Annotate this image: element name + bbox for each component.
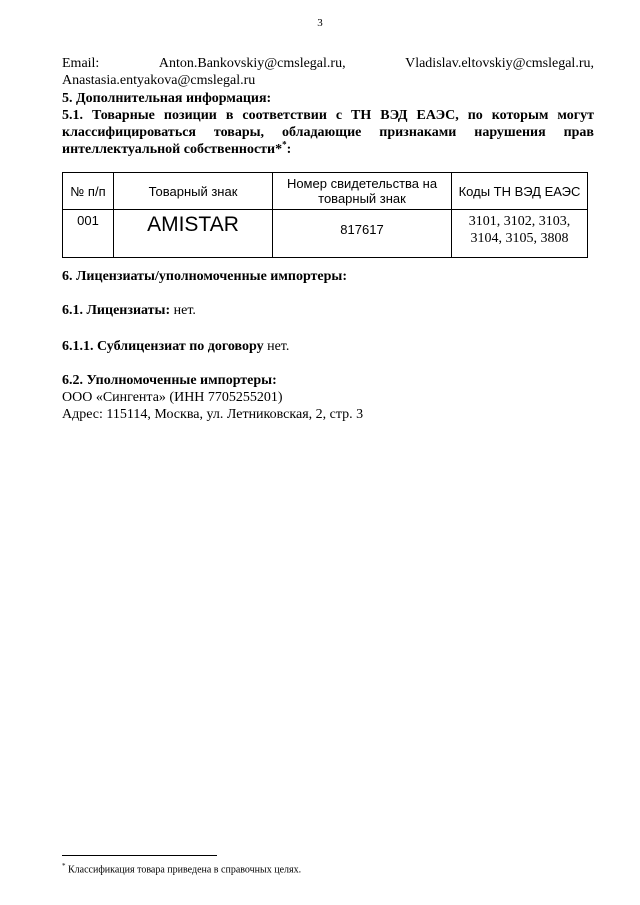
email-label: Email: bbox=[62, 56, 100, 71]
table-row bbox=[63, 210, 588, 258]
email-link-1[interactable]: Anton.Bankovskiy@cmslegal.ru, bbox=[158, 56, 346, 71]
section-5-1-text: 5.1. Товарные позиции в соответствии с ТН ВЭД ЕАЭС, по которым могут классифицироваться товары, обладающие признаками нарушения прав интеллектуальной собственности* bbox=[62, 108, 594, 157]
row-trademark: AMISTAR bbox=[114, 210, 273, 258]
row-number: 001 bbox=[63, 210, 114, 258]
trademark-table bbox=[62, 172, 588, 258]
section-5-1-footnote-mark: * bbox=[282, 139, 287, 150]
section-5-heading: 5. Дополнительная информация: bbox=[62, 91, 272, 106]
header-number: № п/п bbox=[63, 173, 114, 210]
email-link-2[interactable]: Vladislav.eltovskiy@cmslegal.ru, bbox=[405, 56, 594, 71]
importer-address: Адрес: 115114, Москва, ул. Летниковская, 2, стр. 3 bbox=[62, 407, 364, 422]
email-link-3[interactable]: Anastasia.entyakova@cmslegal.ru bbox=[62, 73, 256, 88]
importer-name: ООО «Сингента» (ИНН 7705255201) bbox=[62, 390, 283, 405]
licensees-label: 6.1. Лицензиаты: bbox=[62, 303, 171, 318]
section-6-1-1 bbox=[62, 338, 289, 355]
footnote-text: Классификация товара приведена в справочных целях. bbox=[65, 864, 302, 876]
header-certificate: Номер свидетельства на товарный знак bbox=[273, 173, 452, 210]
sublicensee-label: 6.1.1. Сублицензиат по договору bbox=[62, 339, 264, 354]
importers-label: 6.2. Уполномоченные импортеры: bbox=[62, 373, 277, 388]
page-number: 3 bbox=[317, 17, 323, 29]
header-codes: Коды ТН ВЭД ЕАЭС bbox=[452, 173, 588, 210]
section-5-1-colon: : bbox=[286, 142, 292, 157]
section-5-1-heading bbox=[62, 107, 594, 158]
footnote-divider bbox=[62, 855, 217, 856]
footnote-mark: * bbox=[62, 862, 66, 870]
footnote bbox=[62, 860, 301, 876]
sublicensee-value: нет. bbox=[263, 339, 290, 354]
section-6-heading: 6. Лицензиаты/уполномоченные импортеры: bbox=[62, 269, 348, 284]
section-6-2 bbox=[62, 372, 363, 423]
section-6-1 bbox=[62, 302, 196, 319]
row-codes: 3101, 3102, 3103, 3104, 3105, 3808 bbox=[452, 210, 588, 258]
table-header-row bbox=[63, 173, 588, 210]
licensees-value: нет. bbox=[170, 303, 196, 318]
header-trademark: Товарный знак bbox=[114, 173, 273, 210]
row-certificate: 817617 bbox=[273, 210, 452, 258]
email-line bbox=[62, 55, 594, 72]
